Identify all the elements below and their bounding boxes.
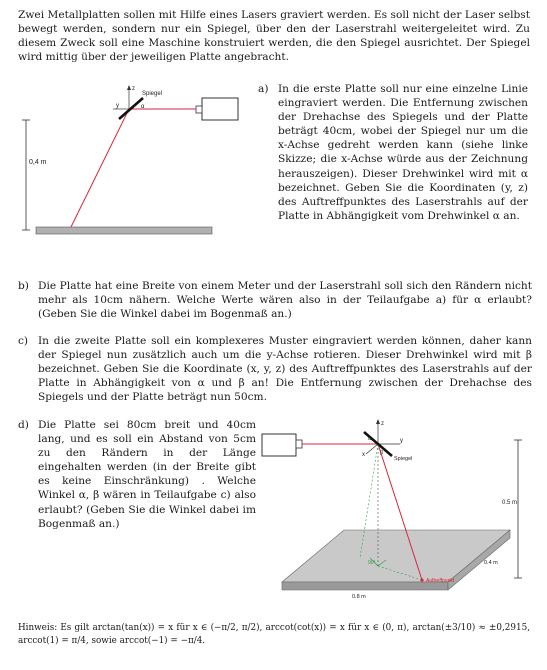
alpha-label-2: α xyxy=(368,436,372,442)
figure-2-sketch xyxy=(252,418,532,610)
laser-box xyxy=(202,98,238,120)
item-b-text: Die Platte hat eine Breite von einem Meter und der Laserstrahl soll sich den Rändern nicht mehr als 10cm nähern. Welche Werte wären also in der Teilaufgabe a) für α erlaubt? (Geben Sie die Winkel dabei im Bogenmaß an.) xyxy=(38,280,532,321)
distance-label-2: 0.5 m xyxy=(502,500,518,506)
hint-text: Hinweis: Es gilt arctan(tan(x)) = x für x ∈ (−π/2, π/2), arccot(cot(x)) = x für x ∈ (0, π), arctan(±3/10) ≈ ±0,2915, arccot(1) = π/4, sowie arccot(−1) = −π/4. xyxy=(18,623,530,646)
svg-text:z: z xyxy=(381,421,384,427)
item-d-text: Die Platte sei 80cm breit und 40cm lang, und es soll ein Abstand von 5cm zu den Rändern in der Länge eingehalten werden (in der Breite gibt es keine Einschränkung) . Welche Winkel α, β wären in Teilaufgabe c) also erlaubt? (Geben Sie die Winkel dabei im Bogenmaß an.) xyxy=(38,419,256,530)
beta-label-2: β xyxy=(380,450,384,456)
item-d-label: d) xyxy=(18,419,29,431)
item-c-label: c) xyxy=(18,335,29,347)
item-a-text: In die erste Platte soll nur eine einzelne Linie eingraviert werden. Die Entfernung zwischen der Drehachse des Spiegels und der Platte beträgt 40cm, wobei der Spiegel nur um die x-Achse gedreht werden kann (siehe linke Skizze; die x-Achse würde aus der Zeichnung herauszeigen). Dieser Drehwinkel wird mit α bezeichnet. Geben Sie die Koordinaten (y, z) des Auftreffpunktes des Laserstrahls auf der Platte in Abhängigkeit vom Drehwinkel α an. xyxy=(278,83,528,222)
plate-2-top xyxy=(282,530,510,582)
auftreffpunkt-label: Auftreffpunkt xyxy=(426,578,455,584)
x-axis-2 xyxy=(366,444,378,454)
figure-1-sketch xyxy=(20,82,260,242)
item-b-label: b) xyxy=(18,280,29,292)
mirror-label-2: Spiegel xyxy=(394,456,413,462)
alpha-label: α xyxy=(141,104,145,110)
item-c-text: In die zweite Platte soll ein komplexeres Muster eingraviert werden können, daher kann der Spiegel nun zusätzlich auch um die y-Achse rotieren. Dieser Drehwinkel wird mit β bezeichnet. Geben Sie die Koordinate (x, y, z) des Auftreffpunktes des Laserstrahls auf der Platte in Abhängigkeit von α und β an! Die Entfernung zwischen der Drehachse des Spiegels und der Platte beträgt nun 50cm. xyxy=(38,335,532,404)
laser-box-2 xyxy=(262,434,296,456)
intro-paragraph: Zwei Metallplatten sollen mit Hilfe eines Lasers graviert werden. Es soll nicht der Laser selbst bewegt werden, sondern nur ein Spiegel, über den der Laserstrahl weitergeleitet wird. Zu diesem Zweck soll eine Maschine konstruiert werden, die den Spiegel ausrichtet. Der Spiegel wird mittig über der jeweiligen Platte angebracht. xyxy=(18,9,530,64)
plate-1 xyxy=(36,227,212,234)
plate-length-label: 0.8 m xyxy=(352,594,366,600)
svg-text:y: y xyxy=(400,438,403,444)
svg-text:z: z xyxy=(132,86,135,92)
item-a-label: a) xyxy=(258,83,269,95)
laser-beam-out xyxy=(71,109,129,227)
distance-label: 0,4 m xyxy=(29,159,47,166)
angle-90-label: 90° xyxy=(368,560,376,566)
plate-width-label: 0.4 m xyxy=(484,560,498,566)
plate-2-front xyxy=(282,582,448,590)
svg-text:y: y xyxy=(116,103,119,109)
svg-text:x: x xyxy=(362,452,365,458)
mirror-label: Spiegel xyxy=(142,91,163,97)
